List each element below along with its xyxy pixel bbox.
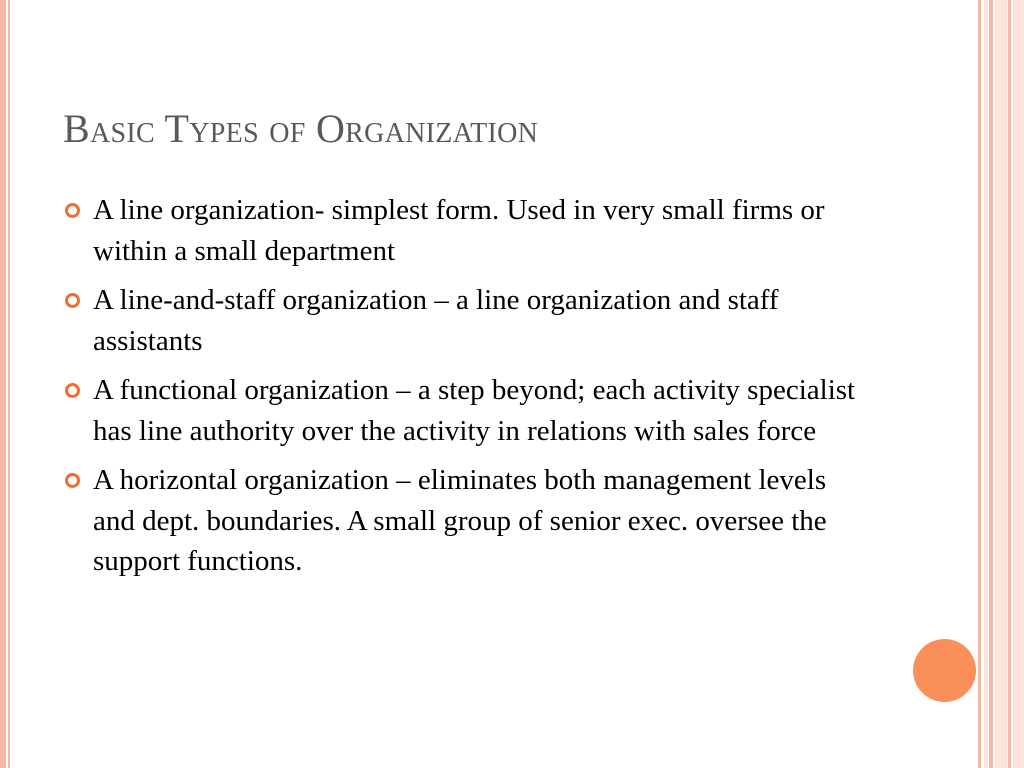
right-border-stripe: [984, 0, 988, 768]
right-border-stripe: [1008, 0, 1011, 768]
bullet-text: A horizontal organization – eliminates both management levels and dept. boundaries. A small group of senior exec. oversee the support functions.: [93, 464, 827, 577]
right-border-stripe: [989, 0, 993, 768]
left-border-frame: [0, 0, 6, 768]
right-border-stripe: [978, 0, 981, 768]
bullet-item: [64, 370, 864, 451]
right-border-stripe: [995, 0, 1007, 768]
bullet-item: [64, 460, 864, 582]
left-border-inner-line: [8, 0, 10, 768]
bullet-text: A line organization- simplest form. Used in very small firms or within a small department: [93, 194, 825, 267]
bullet-item: [64, 190, 864, 271]
right-border-stripe: [1013, 0, 1024, 768]
slide-title: Basic Types of Organization: [63, 106, 539, 151]
hollow-circle-bullet-icon: [65, 473, 80, 488]
hollow-circle-bullet-icon: [65, 203, 80, 218]
bullet-text: A functional organization – a step beyond; each activity specialist has line authority over the activity in relations with sales force: [93, 374, 856, 447]
bullet-item: [64, 280, 864, 361]
hollow-circle-bullet-icon: [65, 293, 80, 308]
hollow-circle-bullet-icon: [65, 383, 80, 398]
orange-circle-decoration-icon: [913, 639, 976, 702]
bullet-text: A line-and-staff organization – a line organization and staff assistants: [93, 284, 779, 357]
bullet-list: [64, 190, 864, 591]
